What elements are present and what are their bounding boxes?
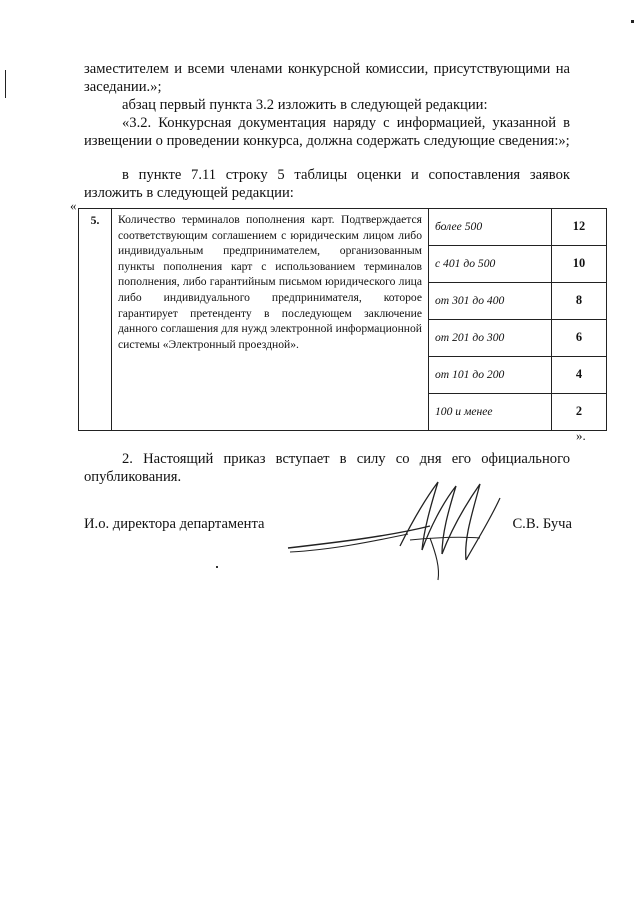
signatory-position: И.о. директора департамента (84, 516, 265, 532)
points-cell: 4 (552, 357, 607, 394)
points-cell: 10 (552, 246, 607, 283)
range-cell: с 401 до 500 (429, 246, 552, 283)
quote-close-mark: ». (576, 428, 586, 443)
paragraph-1: заместителем и всеми членами конкурсной комиссии, присутствующими на заседании.»; (84, 61, 570, 95)
points-cell: 8 (552, 283, 607, 320)
paragraph-3: «3.2. Конкурсная документация наряду с информацией, указанной в извещении о проведении конкурса, должна содержать следующие сведения:»; (84, 115, 570, 149)
paragraph-2: абзац первый пункта 3.2 изложить в следующей редакции: (122, 97, 488, 113)
points-cell: 12 (552, 209, 607, 246)
range-cell: от 101 до 200 (429, 357, 552, 394)
row-number: 5. (79, 209, 112, 431)
range-cell: от 201 до 300 (429, 320, 552, 357)
paragraph-4: в пункте 7.11 строку 5 таблицы оценки и сопоставления заявок изложить в следующей редакции: (84, 167, 570, 201)
range-cell: 100 и менее (429, 394, 552, 431)
paragraph-5: 2. Настоящий приказ вступает в силу со дня его официального опубликования. (84, 451, 570, 485)
scan-corner-mark (631, 20, 634, 23)
criterion-description: Количество терминалов пополнения карт. Подтверждается соответствующим соглашением с юридическим лицом либо индивидуальным предпринимателем, организованным пункты пополнения карт с использованием терминалов пополнения, либо гарантийным письмом юридического лица либо индивидуального предпринимателя, которое гарантирует претенденту в последующем заключение данного соглашения для нужд электронной информационной системы «Электронный проездной». (112, 209, 429, 431)
range-cell: от 301 до 400 (429, 283, 552, 320)
quote-open-mark: « (70, 198, 77, 213)
range-cell: более 500 (429, 209, 552, 246)
handwritten-signature (280, 468, 520, 588)
scan-dot (216, 566, 218, 568)
signatory-name: С.В. Буча (512, 516, 572, 532)
points-cell: 2 (552, 394, 607, 431)
points-cell: 6 (552, 320, 607, 357)
scoring-table (78, 208, 607, 431)
scan-edge-mark (5, 70, 6, 98)
